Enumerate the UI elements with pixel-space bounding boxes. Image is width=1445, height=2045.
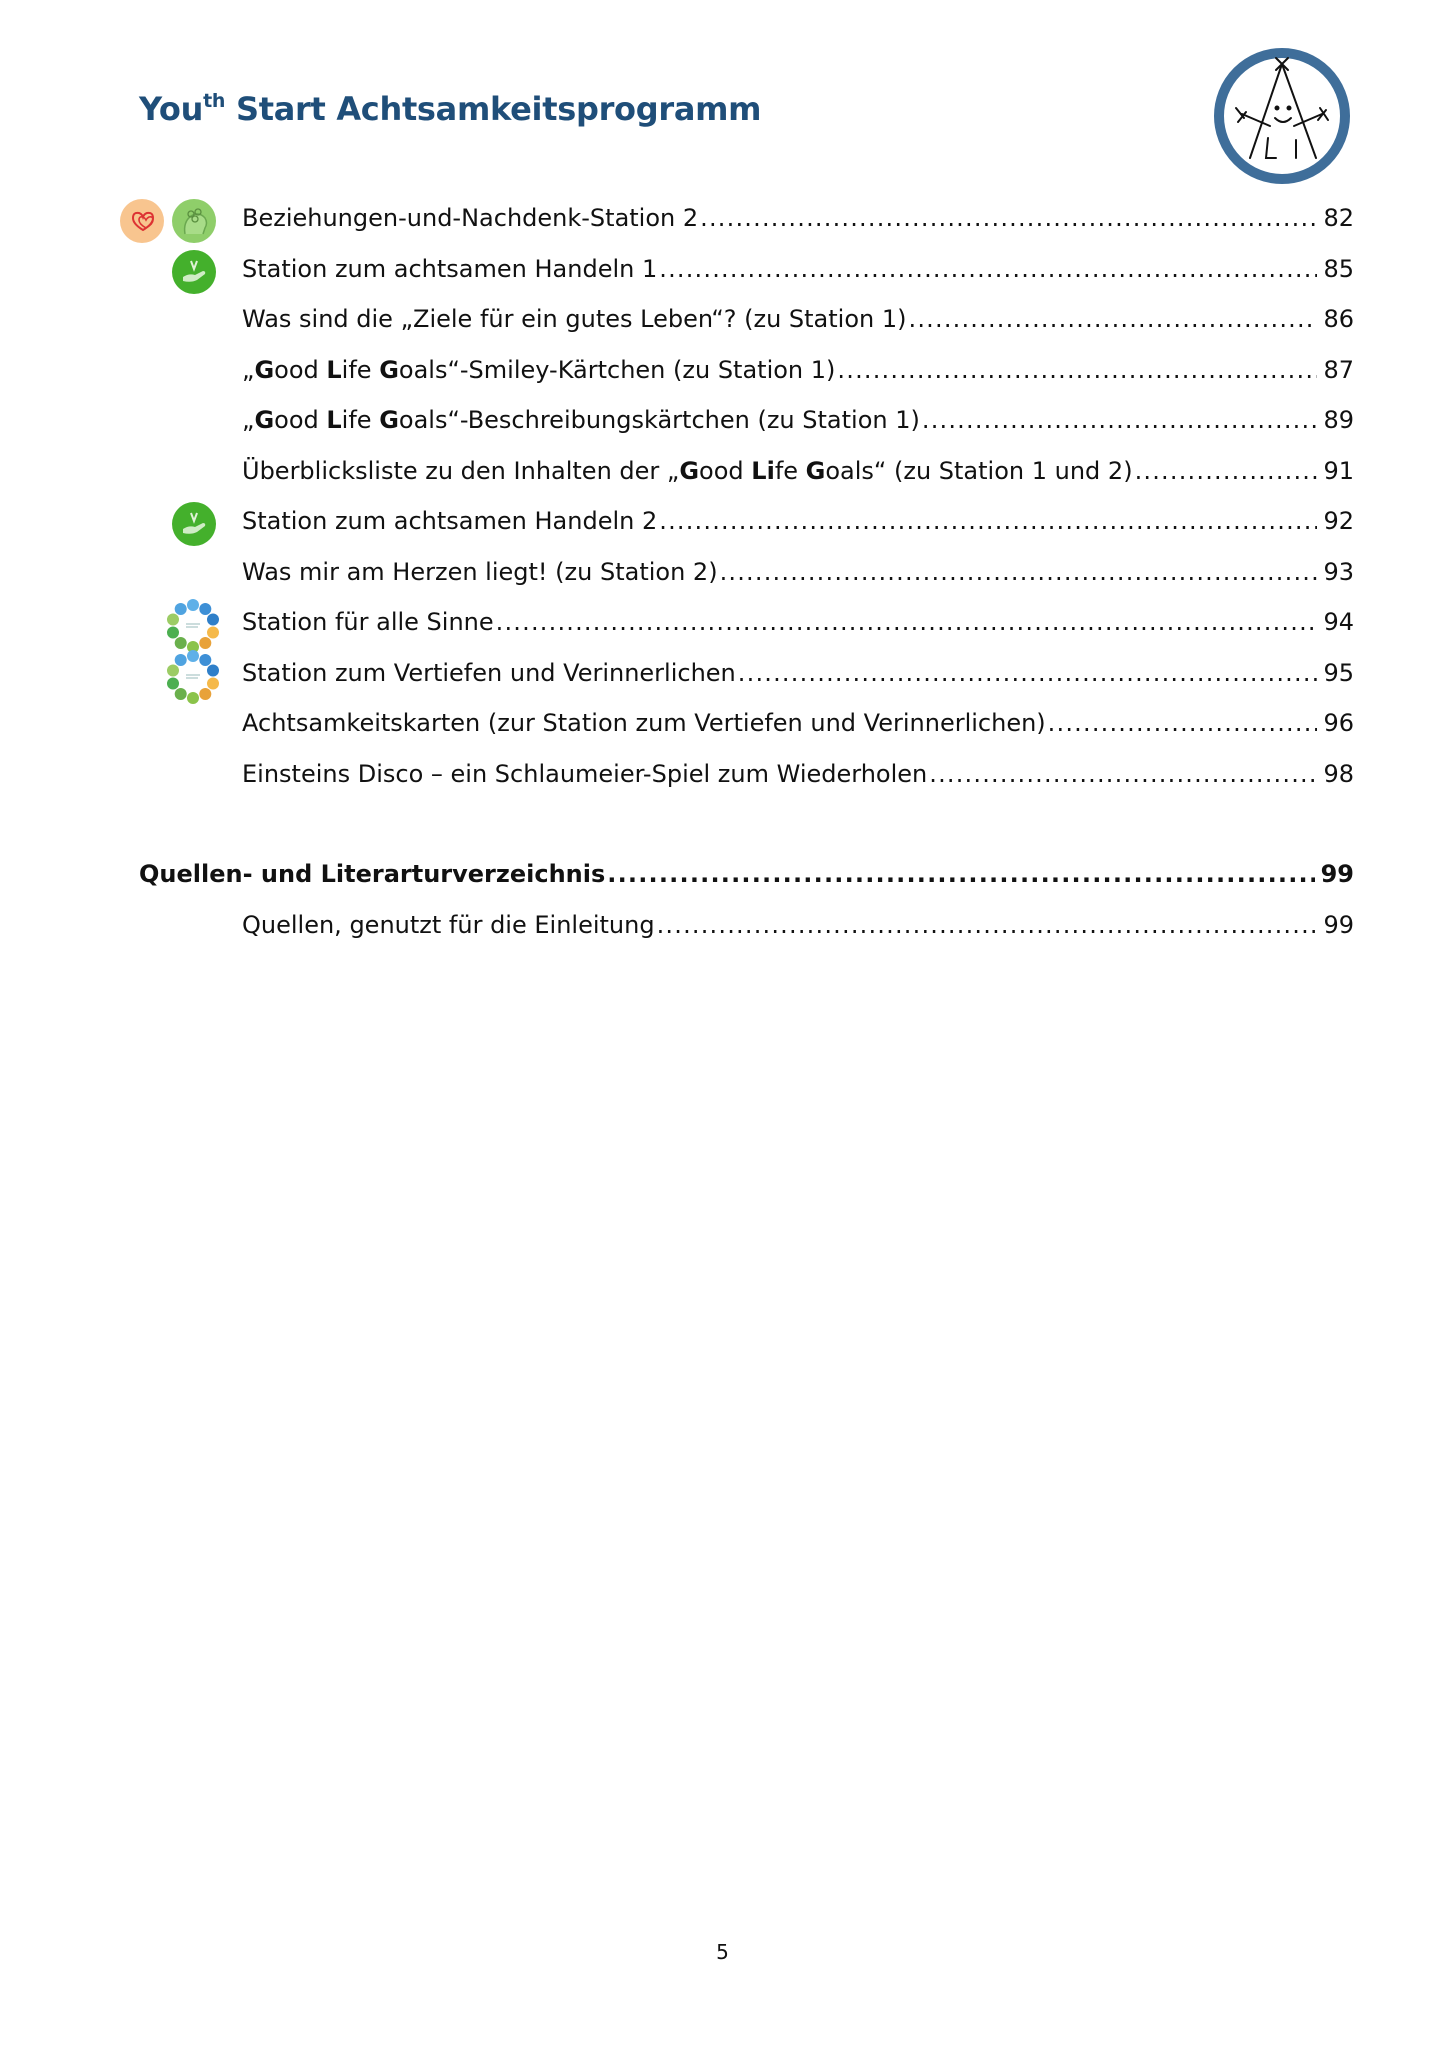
hearts-icon: [119, 198, 165, 244]
dot-leader: [657, 911, 1318, 939]
toc-line: [242, 608, 1354, 636]
dot-leader: [738, 659, 1318, 687]
senses-circle-icon: [165, 649, 221, 705]
toc-row[interactable]: [139, 499, 1354, 550]
toc-row[interactable]: [139, 903, 1354, 954]
toc-entry-label: „Good Life Goals“-Smiley-Kärtchen (zu Station 1): [242, 355, 836, 384]
toc-page-number: 95: [1323, 658, 1354, 687]
toc-page-number: 96: [1323, 709, 1354, 737]
dot-leader: [1135, 457, 1318, 485]
station-icons: [119, 198, 219, 244]
toc-page-number: 87: [1323, 355, 1354, 384]
dot-leader: [720, 558, 1318, 586]
toc-entry-label: Achtsamkeitskarten (zur Station zum Vertiefen und Verinnerlichen): [242, 709, 1046, 737]
station-icons: [119, 249, 219, 295]
toc-entry-label: Einsteins Disco – ein Schlaumeier-Spiel zum Wiederholen: [242, 759, 928, 788]
dot-leader: [496, 608, 1318, 636]
toc-line: [242, 204, 1354, 232]
dot-leader: [909, 305, 1318, 333]
section-spacer: [139, 802, 1354, 852]
toc-line: [139, 860, 1354, 888]
toc-row[interactable]: [139, 348, 1354, 399]
toc-line: [242, 255, 1354, 283]
toc-line: [242, 659, 1354, 687]
toc-entry-label: Station zum achtsamen Handeln 1: [242, 254, 658, 283]
toc-entry-label: Station zum achtsamen Handeln 2: [242, 507, 658, 535]
station-icons: [119, 653, 219, 699]
toc-line: [242, 457, 1354, 485]
toc-line: [242, 507, 1354, 535]
toc-row[interactable]: [139, 247, 1354, 298]
station-icons: [119, 501, 219, 547]
toc-line: [242, 911, 1354, 939]
toc-row[interactable]: [139, 297, 1354, 348]
page-number: 5: [716, 1940, 729, 1964]
toc-entry-label: Station für alle Sinne: [242, 608, 494, 636]
dot-leader: [929, 760, 1317, 788]
toc-line: [242, 709, 1354, 737]
toc-page-number: 86: [1323, 305, 1354, 333]
toc-row[interactable]: [139, 398, 1354, 449]
toc-row[interactable]: [139, 651, 1354, 702]
head-thoughts-icon: [171, 198, 217, 244]
toc-page-number: 94: [1323, 608, 1354, 636]
dot-leader: [607, 860, 1314, 888]
toc-page-number: 99: [1320, 860, 1354, 888]
document-header-title: You$^{th}$ Start Achtsamkeitsprogramm: [139, 90, 762, 128]
toc-row[interactable]: [139, 600, 1354, 651]
toc-entry-label: Überblicksliste zu den Inhalten der „Good Life Goals“ (zu Station 1 und 2): [242, 456, 1133, 485]
toc-row[interactable]: [139, 752, 1354, 803]
toc-page-number: 85: [1323, 254, 1354, 283]
table-of-contents: [139, 196, 1354, 953]
dot-leader: [659, 255, 1317, 283]
toc-line: [242, 305, 1354, 333]
toc-row[interactable]: [139, 196, 1354, 247]
toc-entry-label: Station zum Vertiefen und Verinnerlichen: [242, 658, 736, 687]
senses-circle-icon: [165, 598, 221, 654]
toc-page-number: 99: [1323, 910, 1354, 939]
toc-page-number: 91: [1323, 456, 1354, 485]
toc-page-number: 82: [1323, 204, 1354, 232]
hands-action-icon: [171, 501, 217, 547]
toc-page-number: 93: [1323, 557, 1354, 586]
toc-page-number: 98: [1323, 759, 1354, 788]
toc-entry-label: „Good Life Goals“-Beschreibungskärtchen (zu Station 1): [242, 406, 920, 434]
dot-leader: [700, 204, 1317, 232]
dot-leader: [837, 356, 1317, 384]
toc-row[interactable]: [139, 701, 1354, 752]
dot-leader: [1048, 709, 1318, 737]
toc-line: [242, 760, 1354, 788]
hands-action-icon: [171, 249, 217, 295]
toc-entry-label: Was sind die „Ziele für ein gutes Leben“? (zu Station 1): [242, 305, 907, 333]
toc-entry-label: Quellen, genutzt für die Einleitung: [242, 910, 655, 939]
toc-entry-label: Beziehungen-und-Nachdenk-Station 2: [242, 204, 699, 232]
toc-row[interactable]: [139, 550, 1354, 601]
toc-line: [242, 558, 1354, 586]
toc-page-number: 92: [1323, 507, 1354, 535]
tipi-a-logo-icon: [1212, 46, 1352, 186]
toc-section-row[interactable]: [139, 852, 1354, 903]
dot-leader: [922, 406, 1318, 434]
toc-entry-label: Was mir am Herzen liegt! (zu Station 2): [242, 557, 718, 586]
toc-page-number: 89: [1323, 406, 1354, 434]
toc-entry-label: Quellen- und Literarturverzeichnis: [139, 860, 606, 888]
station-icons: [119, 602, 219, 648]
toc-line: [242, 356, 1354, 384]
dot-leader: [659, 507, 1317, 535]
toc-row[interactable]: [139, 449, 1354, 500]
toc-line: [242, 406, 1354, 434]
